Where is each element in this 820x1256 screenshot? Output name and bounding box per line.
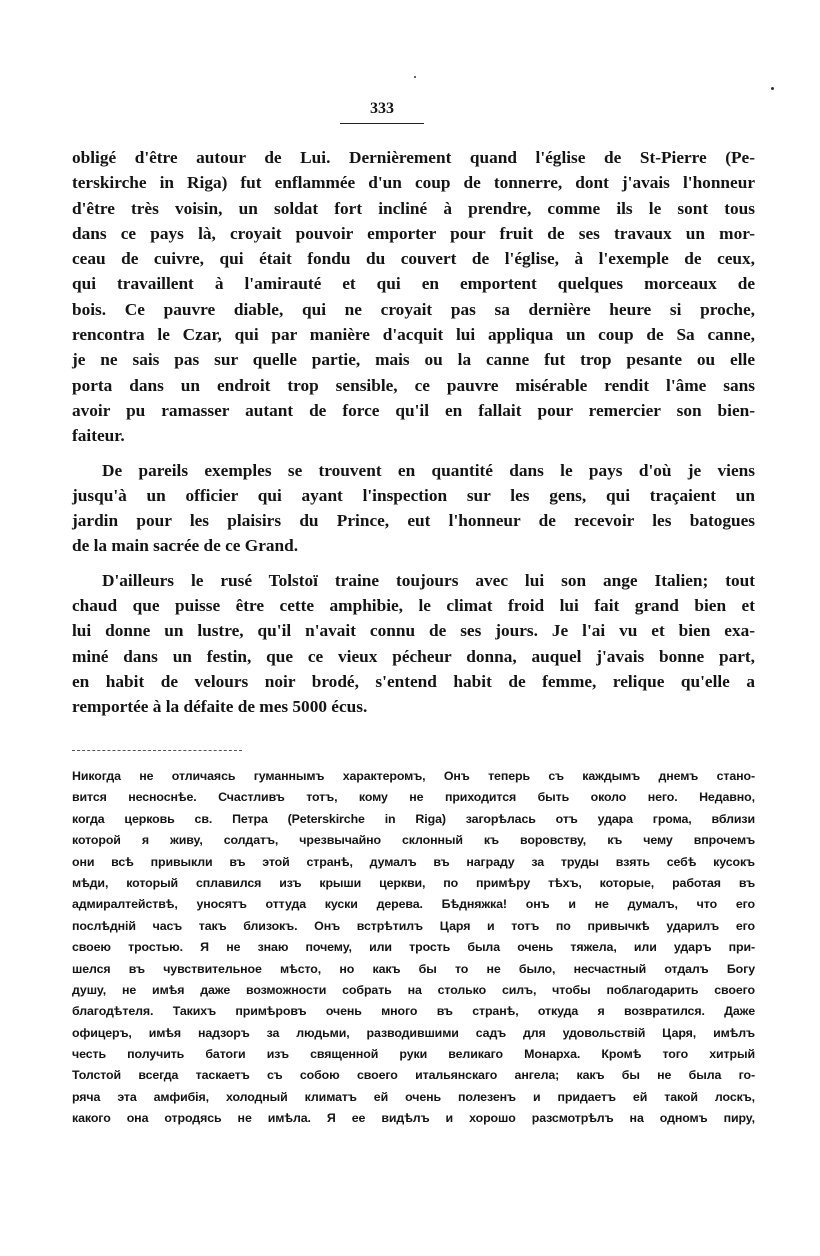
text-line: которой я живу, солдатъ, чрезвычайно склонный къ воровству, къ чему впрочемъ — [72, 833, 755, 848]
text-line: адмиралтействѣ, уносятъ оттуда куски дерева. Бѣдняжка! онъ и не думалъ, что его — [72, 897, 755, 912]
text-line: благодѣтеля. Такихъ примѣровъ очень много въ странѣ, откуда я возвратился. Даже — [72, 1004, 755, 1019]
text-line: en habit de velours noir brodé, s'entend habit de femme, relique qu'elle a — [72, 671, 755, 691]
text-line: dans ce pays là, croyait pouvoir emporter pour fruit de ses travaux un mor- — [72, 223, 755, 243]
text-line: obligé d'être autour de Lui. Dernièrement quand l'église de St-Pierre (Pe- — [72, 148, 755, 167]
text-line: душу, не имѣя даже возможности собрать на столько силъ, чтобы поблагодарить своего — [72, 982, 755, 997]
text-line: je ne sais pas sur quelle partie, mais ou la canne fut trop pesante ou elle — [72, 350, 755, 370]
text-line: jardin pour les plaisirs du Prince, eut l'honneur de recevoir les batogues — [72, 511, 755, 531]
text-line: мѣди, который сплавился изъ крыши церкви, по примѣру тѣхъ, которые, работая въ — [72, 875, 755, 890]
text-line: avoir pu ramasser autant de force qu'il en fallait pour remercier son bien- — [72, 400, 755, 420]
text-line: remportée à la défaite de mes 5000 écus. — [72, 697, 368, 717]
scan-speck — [771, 87, 774, 90]
page-number: 333 — [370, 100, 394, 117]
scan-speck — [414, 76, 416, 78]
text-line: chaud que puisse être cette amphibie, le climat froid lui fait grand bien et — [72, 596, 755, 616]
text-line: rencontra le Czar, qui par manière d'acquit lui appliqua un coup de Sa canne, — [72, 325, 755, 345]
french-paragraph — [72, 145, 755, 449]
text-line: Никогда не отличаясь гуманнымъ характеромъ, Онъ теперь съ каждымъ днемъ стано- — [72, 769, 755, 783]
text-line: porta dans un endroit trop sensible, ce pauvre misérable rendit l'âme sans — [72, 375, 755, 395]
text-line: bois. Ce pauvre diable, qui ne croyait pas sa dernière heure si proche, — [72, 299, 755, 319]
text-line: d'être très voisin, un soldat fort incliné à prendre, comme ils le sont tous — [72, 198, 755, 218]
text-line: они всѣ привыкли въ этой странѣ, думалъ въ награду за труды взять себѣ кусокъ — [72, 854, 755, 869]
text-line: jusqu'à un officier qui ayant l'inspection sur les gens, qui traçaient un — [72, 485, 755, 505]
text-line: D'ailleurs le rusé Tolstoï traine toujours avec lui son ange Italien; tout — [102, 570, 755, 590]
text-line: честь получить батоги изъ священной руки великаго Монарха. Кромѣ того хитрый — [72, 1047, 755, 1062]
text-line: faiteur. — [72, 426, 125, 446]
text-line: послѣднiй часъ такъ близокъ. Онъ встрѣтилъ Царя и тотъ по привычкѣ ударилъ его — [72, 918, 755, 933]
text-line: qui travaillent à l'amirauté et qui en emportent quelques morceaux de — [72, 274, 755, 294]
text-line: вится несноснѣе. Счастливъ тотъ, кому не приходится быть около него. Недавно, — [72, 790, 755, 805]
text-line: шелся въ чувствительное мѣсто, но какъ бы то не было, несчастный отдалъ Богу — [72, 961, 755, 976]
text-line: De pareils exemples se trouvent en quantité dans le pays d'où je viens — [102, 460, 755, 480]
text-line: lui donne un lustre, qu'il n'avait connu de ses jours. Je l'ai vu et bien exa- — [72, 621, 755, 641]
text-line: ряча эта амфибiя, холодный климатъ ей очень полезенъ и придаетъ ей такой лоскъ, — [72, 1089, 755, 1104]
text-line: своею тростью. Я не знаю почему, или трость была очень тяжела, или ударъ при- — [72, 940, 755, 955]
text-line: когда церковь св. Петра (Peterskirche in Riga) загорѣлась отъ удара грома, вблизи — [72, 811, 755, 826]
text-line: Толстой всегда таскаетъ съ собою своего итальянскаго ангела; какъ бы не была го- — [72, 1068, 755, 1083]
french-paragraph — [72, 568, 755, 720]
french-paragraph — [72, 458, 755, 559]
russian-translation — [72, 766, 755, 1130]
text-line: офицеръ, имѣя надзоръ за людьми, разводившими садъ для удовольствiй Царя, имѣлъ — [72, 1025, 755, 1040]
text-line: miné dans un festin, que ce vieux pécheur donna, auquel j'avais bonne part, — [72, 646, 755, 666]
text-line: какого она отродясь не имѣла. Я ее видѣлъ и хорошо разсмотрѣлъ на одномъ пиру, — [72, 1111, 755, 1126]
paragraph-gap — [72, 449, 755, 458]
page-number-rule — [340, 123, 424, 124]
separator-rule — [72, 750, 242, 751]
text-line: terskirche in Riga) fut enflammée d'un coup de tonnerre, dont j'avais l'honneur — [72, 173, 755, 193]
french-text — [72, 145, 755, 720]
text-line: de la main sacrée de ce Grand. — [72, 536, 299, 556]
paragraph-gap — [72, 559, 755, 568]
text-line: ceau de cuivre, qui était fondu du couvert de l'église, à l'exemple de ceux, — [72, 249, 755, 269]
